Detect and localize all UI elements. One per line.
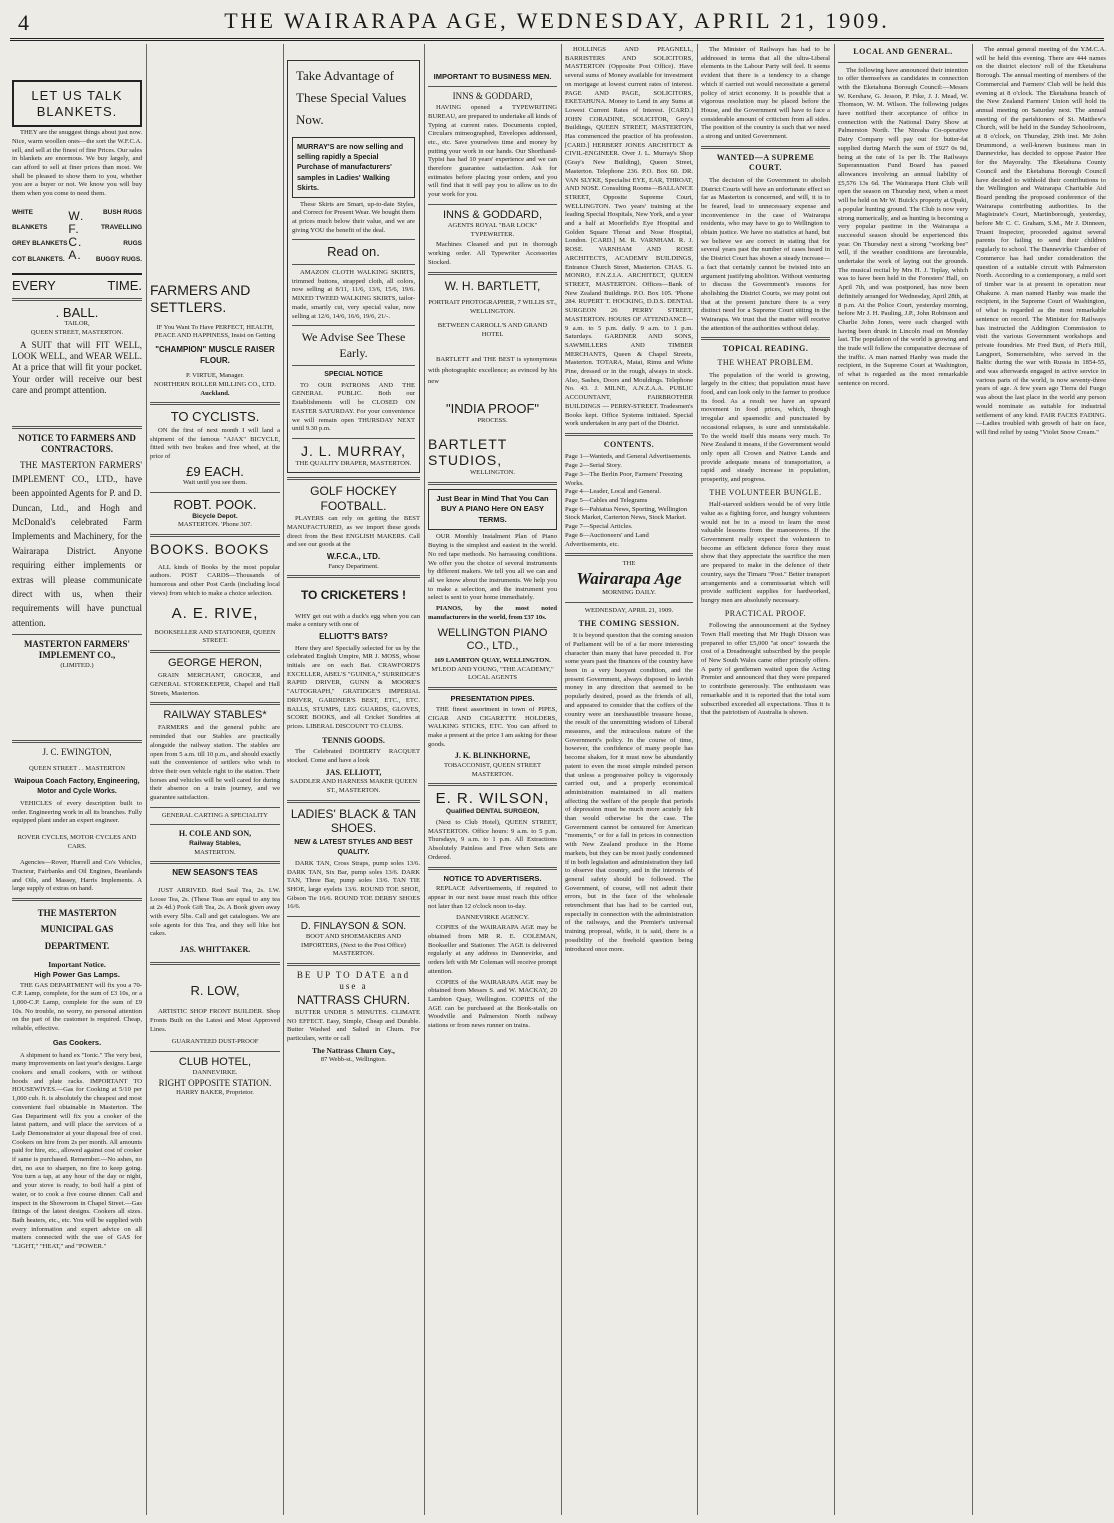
divider	[150, 962, 280, 965]
contents-item: Page 1—Wanteds, and General Advertisements.	[565, 453, 692, 461]
rug-type: TRAVELLING RUGS	[100, 224, 142, 247]
blinkhorne-name: J. K. BLINKHORNE,	[454, 751, 531, 761]
wheat-head: THE WHEAT PROBLEM.	[717, 358, 814, 368]
column-rule	[424, 44, 425, 1515]
murray-name: J. L. MURRAY,	[300, 442, 407, 459]
paper-sub: MORNING DAILY.	[602, 589, 656, 597]
bartlett-between: BETWEEN CARROLL'S AND GRAND HOTEL	[437, 322, 548, 339]
gas-notice: Important Notice.	[48, 959, 106, 969]
rug-type: BUGGY RUGS.	[95, 255, 142, 263]
hotel-text: RIGHT OPPOSITE STATION.	[158, 1078, 272, 1088]
inns-text: HAVING opened a TYPEWRITING BUREAU, are prepared to undertake all kinds of Typing at current rates. Documents copied, Circulars mimeographed, Envelopes addressed, etc., etc. Save yourselves time and money by putting your work in our hands. Our Shorthand-Typist has had 10 years' experience and we can therefore guarantee satisfaction. Ask for estimates before placing your orders, and you will find that it will pay you to allow us to do your work for you.	[428, 104, 557, 199]
local-notes-text: The annual general meeting of the Y.M.C.A. will be held this evening. There are 444 names on the district electors' roll of the Eketahuna Borough. The annual meeting of members of the Commercial and Farmers' Club will be held this evening at 8 o'clock. The Eketahuna branch of the New Zealand Farmers' Union will hold its annual meeting on Saturday next. The annual meeting of the parishioners of St. Matthew's Church, will be held in the Sunday Schoolroom, at 8 o'clock, on Thursday, 29th inst. Mr John Drummond, a well-known business man in Dannevirke, has decided to oppose Pastor Hee for the Mayoralty. The Eketahuna County Council and the Eketahuna Borough Council have decided to withhold their contributions to the Wellington and Wairarapa Charitable Aid Board pending the proposed conference of the Wairarapa contributing authorities. In the Magistrate's Court, Martinborough, yesterday, before Mr C. C. Graham, S.M., Mr J. Dinneen, Truant Inspector, proceeded against several parents for failing to send their children regularly to school. The Dannevirke Chamber of Commerce has had under consideration the question of a suitable circuit with Palmerston North. According to a contemporary, a mild sort of timber war is at present in operation near Ohakune. A man named Hanby was made the recipient, in the Supreme Court of Washington, of what is regarded as the most remarkable sentence on record. The Minister for Railways has instructed the Addington Commission to visit the various Government workshops and private foundries. Mr Fred Butt, of Pict's Hill, Langport, Somersetshire, who served in the Baltic during the war with Russia in 1854-55, and was afterwards engaged in active service in various parts of the world, is now seventy-three years of age. A few years ago Tierra del Fuego was about the last place in the world any person would nominate as suitable for industrial settlement of any kind. FAIR FACES FADING.—Ladies troubled with growth of hair on face, will find relief by using "Violet Snow Cream."	[976, 46, 1106, 436]
column-rule	[697, 44, 698, 1515]
studios-name: BARTLETT STUDIOS,	[428, 435, 508, 469]
blanket-type: COT BLANKETS.	[12, 255, 65, 263]
hotel-town: DANNEVIRKE.	[192, 1069, 238, 1077]
blankets-grid	[12, 205, 142, 267]
divider	[12, 634, 142, 635]
elliott-name: JAS. ELLIOTT,	[325, 767, 382, 777]
divider	[292, 264, 415, 265]
wilson-text: (Next to Club Hotel), QUEEN STREET, MASTERTON. Office hours: 9 a.m. to 5 p.m. Thursdays, 9 a.m. to 1 p.m. All Extractions Absolutely Painless and Free when Sets are Ordered.	[428, 819, 557, 861]
wellington-piano: WELLINGTON PIANO CO., LTD.,	[437, 626, 548, 652]
virtue-manager: P. VIRTUE, Manager.	[186, 372, 244, 380]
amazon-text: AMAZON CLOTH WALKING SKIRTS, trimmed buttons, strapped cloth, all colors, now selling at 8/11, 11/6, 13/6, 15/6, 19/6. MIXED TWEED WALKING SKIRTS, tailor-made, smartly cut, very special value, now selling at 12/6, 14/6, 16/6, 19/6, 21/-.	[292, 269, 415, 320]
contents-item: Page 8—Auctioneers' and Land Advertisements, etc.	[565, 531, 649, 548]
bartlett-name: W. H. BARTLETT,	[444, 278, 541, 293]
nattrass-text: BUTTER UNDER 5 MINUTES. CLIMATE NO EFFECT. Easy, Simple, Cheap and Durable. Butter Washed and Salted in Churn. For particulars, write or call	[287, 1009, 420, 1043]
masthead-rule	[10, 38, 1104, 41]
topical-head: TOPICAL READING.	[722, 344, 809, 354]
rive-sub: BOOKSELLER AND STATIONER, QUEEN STREET.	[154, 628, 276, 645]
column-2	[150, 44, 280, 1515]
elliott-sub: SADDLER AND HARNESS MAKER QUEEN ST., MASTERTON.	[289, 778, 418, 794]
local-general-head: LOCAL AND GENERAL.	[853, 47, 953, 56]
divider	[428, 867, 557, 870]
column-rule	[146, 44, 147, 1515]
wfca-name: W.F.C.A., LTD.	[326, 552, 381, 562]
nattrass-co: The Nattrass Churn Coy.,	[312, 1045, 395, 1055]
inns-text-2: Machines Cleaned and put in thorough working order. All Typewriter Accessories Stocked.	[428, 241, 557, 266]
column-5	[565, 44, 693, 1515]
cole-address: MASTERTON.	[194, 848, 236, 856]
pianos-line: PIANOS, by the most noted manufacturers in the world, from £37 10s.	[428, 605, 557, 621]
divider	[838, 62, 968, 63]
farmers-notice-head: NOTICE TO FARMERS AND CONTRACTORS.	[18, 433, 136, 455]
golf-head: GOLF HOCKEY FOOTBALL.	[310, 484, 397, 513]
bartlett-sub: PORTRAIT PHOTOGRAPHER, 7 WILLIS ST., WELLINGTON.	[428, 298, 557, 315]
column-8	[976, 44, 1106, 1515]
hotel-name: CLUB HOTEL,	[178, 1056, 252, 1069]
column-4	[428, 44, 557, 1515]
mcleod-young: M'LEOD AND YOUNG, "THE ACADEMY," LOCAL AGENTS	[431, 665, 554, 682]
divider	[565, 602, 693, 603]
cole-name: H. COLE AND SON,	[178, 829, 252, 839]
dannevirke-text: COPIES of the WAIRARAPA AGE may be obtained from MR R. E. COLEMAN, Bookseller and Stationer. The AGE is delivered regularly at any address in Dannevirke, and orders left with Mr Coleman will receive prompt attention.	[428, 924, 557, 975]
time-word: TIME.	[107, 278, 142, 294]
divider	[287, 477, 420, 480]
paper-nameplate: Wairarapa Age	[576, 568, 682, 588]
special-head: SPECIAL NOTICE	[324, 371, 383, 379]
inns-sub: AGENTS ROYAL "BAR LOCK" TYPEWRITER.	[447, 222, 538, 238]
mfic-sub: (LIMITED.)	[60, 661, 94, 669]
divider	[150, 492, 280, 493]
masthead-title: THE WAIRARAPA AGE, WEDNESDAY, APRIL 21, 1909.	[224, 8, 890, 33]
low-name: R. LOW,	[190, 982, 240, 998]
wfca-sub: Fancy Department.	[328, 562, 379, 570]
contents-list	[565, 453, 693, 549]
divider	[428, 272, 557, 275]
roller-city: Auckland.	[200, 389, 230, 397]
divider	[292, 325, 415, 326]
murray-ad	[287, 60, 420, 473]
divider	[150, 1051, 280, 1052]
column-3	[287, 44, 420, 1515]
divider	[292, 438, 415, 439]
special-text: TO OUR PATRONS AND THE GENERAL PUBLIC. Both our Establishments will be CLOSED ON EASTER SATURDAY. For your convenience we will remain open THURSDAY NEXT until 9.30 p.m.	[292, 381, 415, 433]
teas-head: NEW SEASON'S TEAS	[172, 868, 258, 878]
carting-line: GENERAL CARTING A SPECIALITY	[161, 811, 269, 819]
bungle-text: Half-starved soldiers would be of very little value as a fighting force, and hungry volunteers would not be in a mood to learn the most valuable lessons from the manoeuvres. If the Government really expect the volunteers to become an efficient defence force they must show that they appreciate the sacrifice the men are prepared to make in the defence of their country, says the Timaru "Post." Better transport arrangements and a commissariat which will provide sufficient supplies for hardworked, hungry men are absolutely necessary.	[701, 501, 830, 604]
lambton-quay: 169 LAMBTON QUAY, WELLINGTON.	[434, 656, 551, 664]
contents-item: Page 6—Pahiatua News, Sporting, Wellington Stock Market, Carterton News, Stock Market.	[565, 505, 688, 522]
advertisers-head: NOTICE TO ADVERTISERS.	[443, 873, 542, 883]
dust-proof: GUARANTEED DUST-PROOF	[171, 1038, 259, 1046]
low-text: ARTISTIC SHOP FRONT BUILDER. Shop Fronts Built on the Latest and Most Approved Lines.	[150, 1008, 280, 1033]
divider	[150, 650, 280, 653]
copies-text: COPIES of the WAIRARAPA AGE may be obtained from Messrs S. and W. MACKAY, 20 Lambton Quay, Wellington. COPIES of the AGE can be purchased at the Book-stalls on Woodville and Palmerston North railway stations or from news runner on trains.	[428, 978, 557, 1030]
divider	[12, 740, 142, 743]
divider	[287, 916, 420, 917]
gas-sub: High Power Gas Lamps.	[34, 969, 120, 979]
contents-item: Page 4—Leader, Local and General.	[565, 488, 662, 496]
gas-head: THE MASTERTON MUNICIPAL GAS DEPARTMENT.	[37, 908, 117, 951]
nattrass-name: NATTRASS CHURN.	[296, 992, 411, 1007]
nattrass-pre: BE UP TO DATE and use a	[296, 970, 411, 992]
blanket-types-left	[12, 205, 68, 267]
stables-text: FARMERS and the general public are reminded that our Stables are practically alongside the railway station. The stables are open from 5 a.m. till 10 p.m., and should exactly suit the convenience of settlers who wish to drive their own vehicle right to the station. Their horses and vehicles will be well cared for during their absence on a train journey, and we guarantee satisfaction.	[150, 724, 280, 802]
important-head: IMPORTANT TO BUSINESS MEN.	[433, 72, 552, 81]
proof-text: Following the announcement at the Sydney Town Hall meeting that Mr Hugh Dixson was prepared to offer £5,000 "at once" towards the cost of a Dreadnought subscribed by the people of New South Wales came other princely offers. A party of gentlemen waited upon the Acting Premier and announced that they were prepared to contribute generously. The enthusiasm was remarkable and it is reported that the total sum subscribed exceeded all expectations. Thus it is that the patriotism of Australia is shown.	[701, 622, 830, 717]
contents-item: Page 7—Special Articles.	[565, 523, 633, 531]
ewington-text: VEHICLES of every description built to order. Engineering work in all its branches. Fully equipped plant under an expert engineer.	[12, 799, 142, 825]
cyclists-price: £9 EACH.	[186, 463, 244, 479]
ewington-name: J. C. EWINGTON,	[42, 747, 112, 758]
every-word: EVERY	[12, 278, 56, 294]
farmers-settlers-head: FARMERS AND SETTLERS.	[150, 282, 251, 315]
shoes-list: DARK TAN, Cross Straps, pump soles 13/6. DARK TAN, Six Bar, pump soles 13/6. DARK TAN, Three Bar, pump soles 13/6. TAN TIE SHOE, large eyelets 13/6. ROUND TOE SHOE, Gibson Tie 16/6. ROUND TOE DERBY SHOES 16/6.	[287, 859, 420, 911]
studios-city: WELLINGTON.	[469, 469, 516, 477]
ball-text: A SUIT that will FIT WELL, LOOK WELL, and WEAR WELL. At a price that will fit your pocket. Your order will receive our best care and prompt attention.	[12, 339, 142, 395]
divider	[150, 702, 280, 705]
inns-name: INNS & GODDARD,	[452, 90, 533, 101]
ball-address: QUEEN STREET, MASTERTON.	[30, 329, 124, 337]
take-advantage: Take Advantage of These Special Values Now.	[296, 68, 407, 128]
blankets-ad	[12, 80, 142, 127]
column-rule	[834, 44, 835, 1515]
divider	[428, 783, 557, 786]
farmers-settlers-text: IF You Want To Have PERFECT, HEALTH, PEACE AND HAPPINESS, Insist on Getting	[154, 323, 276, 340]
heron-name: GEORGE HERON,	[167, 656, 263, 669]
cricket-text-2: Here they are! Specially selected for us by the celebrated English Umpire, MR J. MOSS, whose initials are on each Bat. CRAWFORD'S EXCELLER, ABEL'S "GUINEA," SURRIDGE'S RAPID DRIVER, GUNN & MOORE'S "AUTOGRAPH," GRATIDGE'S IMPERIAL DRIVER, GARDNER'S BEST, ETC., ETC. BALLS, STUMPS, LEG GUARDS, GLOVES, SCORE BOOKS, and all Cricket Sundries at prices. LIBERAL DISCOUNT TO CLUBS.	[287, 644, 420, 730]
rover-text: Agencies—Rover, Hurrell and Co's Vehicles, Tracteur, Fairbanks and Oil Engines, Beanlands and Oils, and Massey, Harris Implements. A large supply of extras on hand.	[12, 859, 142, 893]
column-rule	[283, 44, 284, 1515]
local-general-text: The following have announced their intention to offer themselves as candidates in connection with the Eketahuna Borough Council:—Messrs W. Kershaw, G. Jesson, P. Fike, J. J. Mead, W. Thomson, W. M. Wilson. The following judges have notified their acceptance of office in connection with the National Dairy Show at Palmerston North. The Nireaha Co-operative Dairy Company will pay out for butter-fat supplied during March the sum of £927 0s 9d, being at the rate of 1s per lb. The Railways Superannuation Fund Board has passed allowances involving an annual liability of £5,576 13s 6d. The Wairarapa Hunt Club will open the season on Thursday next, when a meet will be held on Mr W. Buick's property at Opaki, a popular hunting ground. The Club is now very strong numerically, and as hunting is becoming a very popular pastime in the Wairarapa a successful season should be experienced this year. On Thursday next a strong "working bee" will, if the weather conditions are favourable, undertake the work of laying out the grounds. The musical recital by Mrs H. J. Teplay, which was to have been held in the Foresters' Hall, on April 7th, and was postponed, has now been definitely arranged for Wednesday, April 28th, at 8 p.m. At the Police Court, yesterday morning, before Mr J. H. Pauling, J.P., John Robinson and Charlie John Jones, were each charged with having been drunk in Lincoln road on Monday last. The population of the world is growing and the trade will follow the comparative decrease of the traffic. A man named Hanby was made the recipient, in the Supreme Court at Washington, of what is regarded as the most remarkable sentence on record.	[838, 66, 968, 387]
process: PROCESS.	[477, 416, 508, 424]
pook-address: MASTERTON. 'Phone 307.	[178, 521, 252, 529]
ball-name: . BALL.	[55, 304, 99, 320]
divider	[565, 553, 693, 556]
contents-item: Page 2—Serial Story.	[565, 462, 622, 470]
cole-sub: Railway Stables,	[189, 839, 241, 847]
divider	[150, 824, 280, 825]
column-rule	[972, 44, 973, 1515]
rug-type: BUSH RUGS	[102, 208, 142, 216]
rive-name: A. E. RIVE,	[171, 604, 259, 622]
divider	[428, 86, 557, 87]
india-proof: "INDIA PROOF"	[445, 401, 540, 417]
stables-head: RAILWAY STABLES*	[163, 709, 267, 722]
divider	[428, 687, 557, 690]
divider	[701, 146, 830, 149]
session-text: It is beyond question that the coming session of Parliament will be of a far more interesting character than many that have preceded it. For some years past the finances of the country have been in a very buoyant condition, and the present Government, always disposed to lavish money in any direction that seemed to be popularly desired, posed as the friends of all, and appeared to consider that the coffers of the country were an inexhaustible treasure house, the result of the unremitting wisdom of Liberal measures, and the miraculous nature of the Government's policy. In the course of time, however, the confidence of many people has become shaken, for it must now be abundantly patent to even the most simple minded person that unless a progressive policy is vigorously carried out, and a properly economical administration maintained in all matters affecting the welfare of the people that periods of depression must be much more acutely felt than would otherwise be the case. The Government cannot be censured for American "moments," or for a fall in prices in connection with New Zealand produce in the Home markets, but they can be most justly condemned if in both legislation and administration they fail to observe that country, and in the interests of general safety should be followed. The Government, of course, will not admit their errors, but in the face of the wholesale retrenchment that has had to be carried out, especially in connection with the administration of the railways, and the Premier's universal training proposal, while, it is said, there is a possibility of the freehold question being introduced once more.	[565, 632, 693, 953]
blanket-types-right	[82, 205, 142, 267]
dannevirke-head: DANNEVIRKE AGENCY.	[456, 913, 529, 921]
books-head: BOOKS. BOOKS	[150, 540, 270, 557]
divider	[12, 426, 142, 429]
teas-text: JUST ARRIVED. Red Seal Tea, 2s. I.W. Loose Tea, 2s. (These Teas are equal to any tea at 2s 4d.) Pook Gift Tea, 2s. A Book given away with every 5lbs. Call and get catalogues. We are sole agents for this Tea, and they sell like hot cakes.	[150, 886, 280, 938]
cookers-head: Gas Cookers.	[52, 1037, 102, 1047]
contents-item: Page 3—The Berlin Poor, Farmers' Freezing Works.	[565, 470, 683, 487]
pook-name: ROBT. POOK.	[173, 496, 257, 512]
whittaker-name: JAS. WHITTAKER.	[179, 945, 251, 955]
divider	[150, 807, 280, 808]
divider	[292, 239, 415, 240]
ball-sub: TAILOR,	[64, 320, 90, 328]
cyclists-text: ON the first of next month I will land a shipment of the famous "AJAX" BICYCLE, fitted with two brakes and free wheel, at the price of	[150, 426, 280, 460]
contents-head: CONTENTS.	[603, 439, 655, 449]
heron-text: GRAIN MERCHANT, GROCER, and GENERAL STOREKEEPER, Chapel and Hall Streets, Masterton.	[150, 672, 280, 697]
divider	[287, 963, 420, 966]
page-number: 4	[18, 10, 29, 35]
latest-styles: NEW & LATEST STYLES AND BEST QUALITY.	[294, 839, 413, 856]
finlayson-name: D. FINLAYSON & SON.	[300, 921, 407, 933]
divider	[12, 898, 142, 901]
blanket-type: WHITE BLANKETS	[12, 208, 48, 232]
blinkhorne-sub: TOBACCONIST, QUEEN STREET MASTERTON.	[443, 761, 541, 778]
pipes-text: THE finest assortment in town of PIPES, CIGAR AND CIGARETTE HOLDERS, WALKING STICKS, ETC. You can afford to make a present at the price I am asking for these goods.	[428, 705, 557, 748]
divider	[701, 337, 830, 340]
rover-line: ROVER CYCLES, MOTOR CYCLES AND CARS.	[17, 833, 137, 850]
wfca-logo: W.F.C.A.	[68, 208, 85, 263]
divider	[287, 800, 420, 803]
wanted-text: The decision of the Government to abolish District Courts will have an unfortunate effect so far as Masterton is concerned, and will, it is to be feared, lead to unnecessary expense and inconvenience in the case of Wairarapa residents, who may have to go to Wellington to obtain justice. We have no statistics at hand, but we believe we are correct in stating that for several years past the number of cases heard in the District Court has shown a steady increase—a fact that certainly cannot be twisted into an argument justifying abolition. Without venturing to discuss the Government's reasons for abolishing the District Courts, we may point out that at the present juncture there is a very distinct need for a Supreme Court sitting in the Wairarapa. We trust that the matter will receive the attention of the authorities without delay.	[701, 176, 830, 332]
blankets-text: THEY are the snuggest things about just now. Nice, warm woollen ones—the sort the W.F.C.A. sell, and sell at the finest of fine Prices. Our sales in blankets are enormous. We buy largely, and can afford to sell at finer prices than most. We shall be pleased to show them to you, whether you are a buyer or not. We know you will buy them when you come to need them.	[12, 129, 142, 198]
read-on: Read on.	[327, 244, 380, 260]
divider	[428, 482, 557, 485]
ladies-head: LADIES' BLACK & TAN SHOES.	[290, 806, 417, 835]
tennis-text: The Celebrated DOHERTY RACQUET stocked. Come and have a look	[287, 748, 420, 764]
farmers-notice-text: THE MASTERTON FARMERS' IMPLEMENT CO., LTD., have been appointed Agents for P. and D. Duncan, Ltd., and Hogh and McDonald's celebrated Farm Implements and Machinery, for the Wairarapa District. Anyone requiring either implements or extras will please communicate direct with us, when their requirements will have punctual attention.	[12, 459, 142, 628]
column-7	[838, 44, 968, 1515]
bungle-head: THE VOLUNTEER BUNGLE.	[709, 487, 822, 497]
wilson-name: E. R. WILSON,	[435, 790, 550, 808]
hotel-proprietor: HARRY BAKER, Proprietor.	[176, 1089, 254, 1097]
books-text: ALL kinds of Books by the most popular authors. POST CARDS—Thousands of humorous and other Post Cards (including local views) from which to make a choice selection.	[150, 563, 280, 597]
champion-flour: "CHAMPION" MUSCLE RAISER FLOUR.	[155, 345, 275, 365]
proof-head: PRACTICAL PROOF.	[724, 608, 807, 618]
ewington-address: QUEEN STREET . . MASTERTON	[28, 764, 126, 772]
advertisers-text: REPLACE Advertisements, if required to appear in our next issue must reach this office not later than 12 o'clock noon to-day.	[428, 885, 557, 910]
wheat-text: The population of the world is growing, largely in the cities; that population must have food, and can look only to the farmer to produce its food. As a result we have an upward movement in food prices, which, though irregular and spasmodic and punctuated by occasional relapses, is sure and unmistakable. To the world itself this means very much. To New Zealand it means, if the Government would only open all Crown and Native Lands and provide adequate means of transportation, a rapid and steady increase in population, prosperity, and progress.	[701, 371, 830, 484]
pipes-head: PRESENTATION PIPES.	[450, 694, 535, 703]
cricketers-head: TO CRICKETERS !	[300, 588, 407, 603]
divider	[428, 204, 557, 205]
tennis-head: TENNIS GOODS.	[322, 735, 385, 745]
golf-text: PLAYERS can rely on getting the BEST MANUFACTURED, as we import these goods direct from the Best ENGLISH MAKERS. Call and see our goods at the	[287, 515, 420, 549]
cyclists-head: TO CYCLISTS.	[170, 409, 260, 425]
column-rule	[561, 44, 562, 1515]
divider	[150, 534, 280, 537]
bartlett-text: BARTLETT and THE BEST is synonymous with photographic excellence; as evinced by his new	[428, 355, 557, 386]
wanted-head: WANTED—A SUPREME COURT.	[716, 152, 815, 173]
paper-pre: THE	[622, 560, 636, 568]
murray-box: MURRAY'S are now selling and selling rapidly a Special Purchase of manufacturers' samples in Ladies' Walking Skirts.	[292, 137, 415, 197]
mfic-head: MASTERTON FARMERS' IMPLEMENT CO.,	[23, 639, 131, 661]
ewington-head: Waipoua Coach Factory, Engineering, Motor and Cycle Works.	[14, 778, 140, 795]
cookers-text: A shipment to hand ex "Ionic." The very best, many improvements on last year's designs. Large cookers and small cookers, with or without hoods and plate racks. IMPORTANT TO HOUSEWIVES.—Gas for Cooking at 5/10 per 1,000 cub. ft. is absolutely the cheapest and most convenient fuel obtainable in Masterton. The Gas Department will fix you a cooker of the latest pattern, and will place the services of a Lady Demonstrator at your disposal free of cost. Cookers on hire from 2s per month. All amounts paid for hire, etc., allowed against cost of cooker if same is purchased. Remember.—No ashes, no dirt, no axe to sharpen, no fire to keep going. You turn a tap, at any hour of the day or night, and your stove is ready, to boil half a pint of water, or to cook a five course dinner. Call and inspect in the Showroom in Chapel Street.—Gas fittings of the latest designs. Cookers all sizes. Bath heaters, etc., etc. You will be supplied with every information and expert advice on all matters connected with the use of GAS for "LIGHT," "HEAT," and "POWER."	[12, 1051, 142, 1251]
murray-sub: THE QUALITY DRAPER, MASTERTON.	[295, 459, 412, 467]
advise-head: We Advise See These Early.	[301, 330, 406, 360]
leader-continued: The Minister of Railways has had to be addressed in terms that all the ultra-Liberal elements in the Labour Party will feel. It seems evident that there is a tendency to a change which if carried out would necessitate a general policy of strict economy. It is possible that a vigorous resolution may be placed before the House, and the Government will have to face a considerable amount of criticism from all sides. The position of the country is such that we need a strong and united Government.	[701, 46, 830, 141]
every-time-line	[12, 273, 142, 294]
elliott-bats: ELLIOTT'S BATS?	[319, 632, 388, 642]
divider	[12, 298, 142, 301]
divider	[150, 861, 280, 864]
inns-name-2: INNS & GODDARD,	[442, 208, 542, 221]
professional-cards: HOLLINGS AND PEAGNELL, BARRISTERS AND SOLICITORS, MASTERTON (Opposite Post Office). Have several sums of Money available for investment on mortgage at lowest current rates of interest. PAGE AND PAGE, SOLICITORS, EKETAHUNA. Money to Lend in any Sums at Lowest Current Rates of Interest. [CARD.] JOHN CORADINE, SOLICITOR, Grey's Buildings, QUEEN STREET, MASTERTON, Has commenced the practice of his profession. [CARD.] HERBERT JONES ARCHITECT & CIVIL-ENGINEER. Over J. L. Murray's Shop (Gray's New Building), Queen Street, Masterton. Telephone 236. P.O. Box 60. DR. VAN SLYKE, Specialist EYE, EAR, THROAT, AND NOSE. Consulting Rooms—BALLANCE STREET, Opposite Supreme Court, WELLINGTON. Two years' training at the leading Special Hospitals, New York, and a year and a half at Moorfield's Eye Hospital and Golden Square Throat and Nose Hospital, London. [CARD.] M. R. VARNHAM. R. J. ROSE. VARNHAM AND ROSE ARCHITECTS, ACADEMY BUILDINGS, Entrance Church Street, Masterton. CHAS. G. MONRO, F.N.Z.I.A. ARCHITECT, QUEEN STREET, MASTERTON. Offices—Bank of New Zealand Buildings. P.O. Box 105. 'Phone 284. RUPERT T. HOCKING, D.D.S. DENTAL SURGEON 26 PERRY STREET, MASTERTON. HOURS OF ATTENDANCE—9 a.m. to 5 p.m. daily. 9 a.m. to 1 p.m. Saturdays. GARDNER AND SONS, SAWMILLERS AND TIMBER MERCHANTS, Queen & Chapel Streets, Masterton. TOTARA, Matai, Rimu and White Pine, dressed or in the rough, always in stock. Also, Sashes, Doors and Mouldings. Telephone No. 43. J. MILNE, A.N.Z.A.A. PUBLIC ACCOUNTANT, FAIRBROTHER BUILDINGS — PERRY-STREET. Tradesmen's Books kept. Office Systems initiated. Special work undertaken in any part of the District.	[565, 46, 693, 428]
pook-sub: Bicycle Depot.	[192, 512, 238, 520]
piano-box: Just Bear in Mind That You Can BUY A PIANO Here ON EASY TERMS.	[428, 489, 557, 531]
finlayson-sub: BOOT AND SHOEMAKERS AND IMPORTERS, (Next to the Post Office) MASTERTON.	[301, 933, 406, 958]
roller-milling: NORTHERN ROLLER MILLING CO., LTD.	[154, 380, 276, 388]
blanket-type: GREY BLANKETS	[12, 240, 68, 247]
divider	[287, 575, 420, 578]
gas-text: THE GAS DEPARTMENT will fix you a 70-C.P. Lamp, complete, for the sum of £3 10s, or a 1,000-C.P. Lamp, complete for the sum of £9 10s. No trouble, no worry, no personal attention on the part of the customer is required. Cheap, reliable, effective.	[12, 981, 142, 1033]
cyclists-wait: Wait until you see them.	[182, 479, 248, 487]
masthead	[0, 0, 1114, 44]
session-head: THE COMING SESSION.	[578, 618, 680, 628]
contents-item: Page 5—Cables and Telegrams	[565, 497, 648, 504]
column-6	[701, 44, 830, 1515]
skirts-text: These Skirts are Smart, up-to-date Styles, and Correct for Present Wear. We bought them at prices much below their value, and we are giving YOU the benefit of the deal.	[292, 200, 415, 234]
divider	[565, 433, 693, 436]
issue-date: WEDNESDAY, APRIL 21, 1909.	[584, 607, 674, 615]
divider	[150, 402, 280, 405]
blankets-headline: LET US TALK BLANKETS.	[31, 88, 123, 119]
divider	[292, 365, 415, 366]
wilson-sub: Qualified DENTAL SURGEON,	[445, 808, 540, 816]
nattrass-address: 87 Webb-st., Wellington.	[320, 1055, 387, 1063]
piano-text: OUR Monthly Instalment Plan of Piano Buying is the simplest and easiest in the world. No red tape methods. No harrassing conditions. We offer you the choice of several instruments by different makers. We tell you all we can and all we know about the instruments. We help you to make a selection, and the instrument you select is sent to your home immediately.	[428, 533, 557, 602]
column-1	[12, 44, 142, 1515]
cricket-text: WHY get out with a duck's egg when you can make a century with one of	[287, 612, 420, 629]
